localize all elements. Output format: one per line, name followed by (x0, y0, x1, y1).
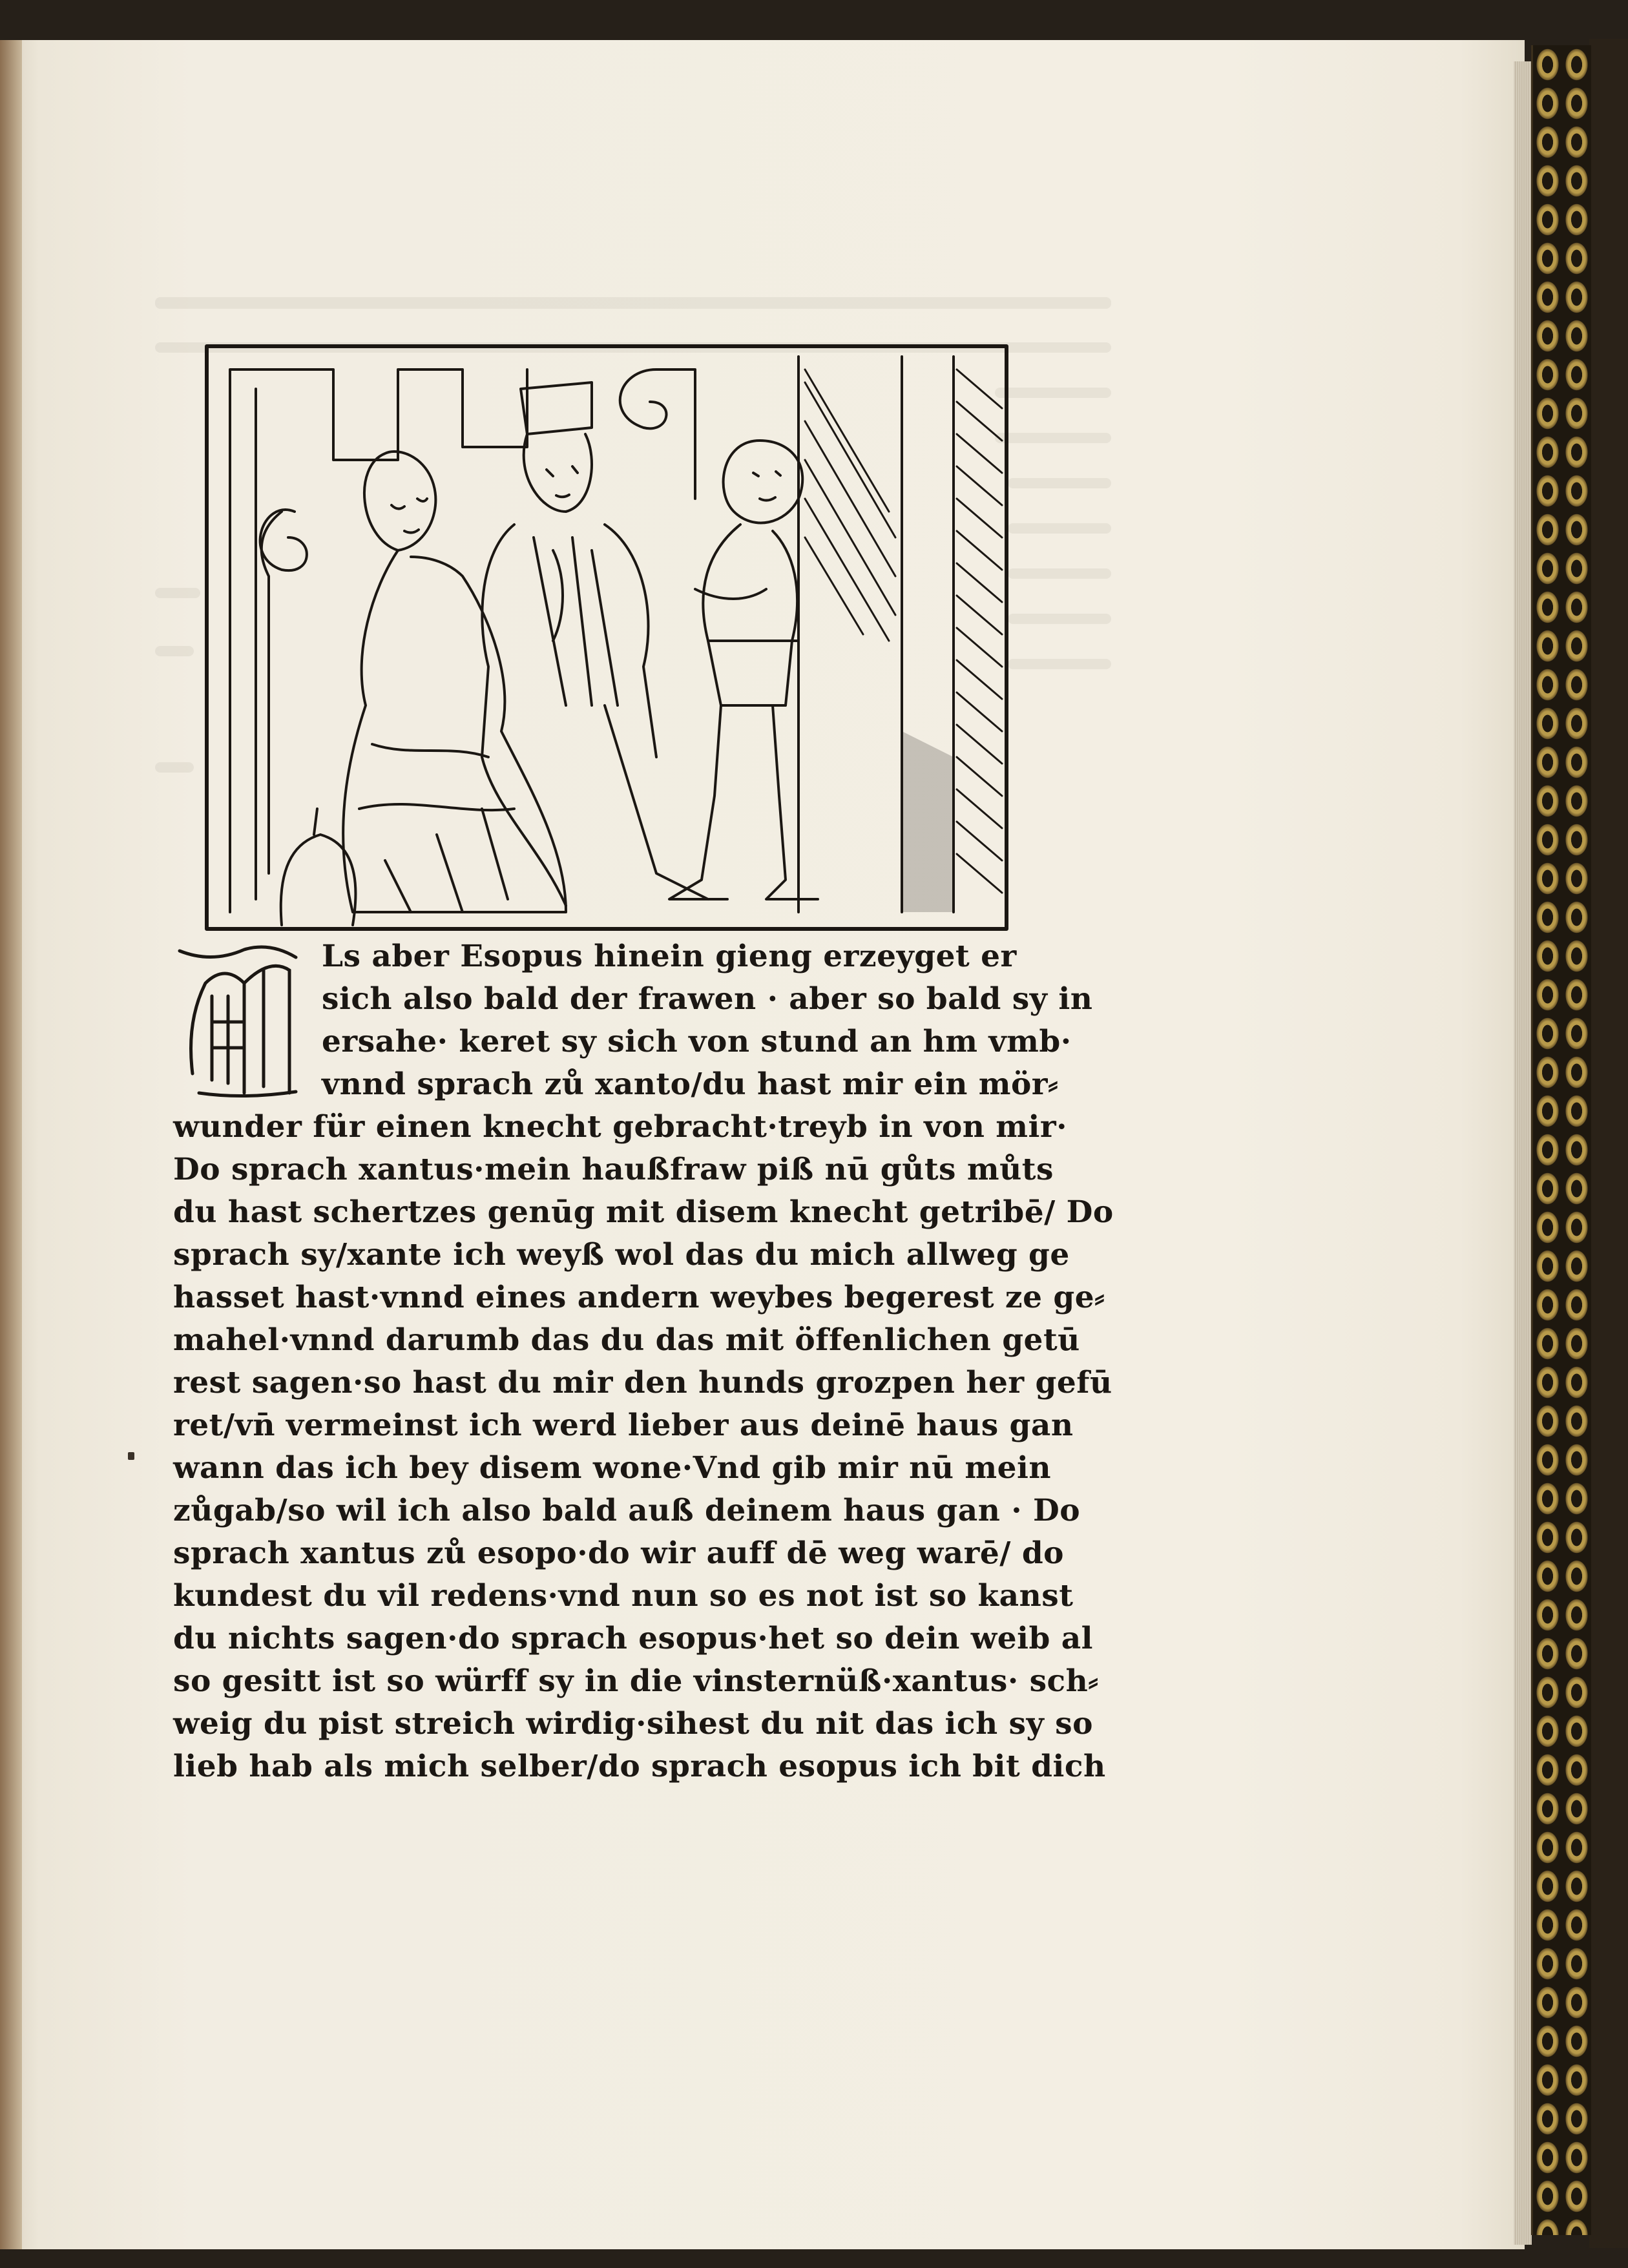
text-line: wann das ich bey disem wone·Vnd gib mir nū mein (173, 1450, 1052, 1486)
woodcut-illustration (204, 344, 1009, 931)
text-line: ret/vn̄ vermeinst ich werd lieber aus deinē haus gan (173, 1408, 1074, 1443)
text-line: du nichts sagen·do sprach esopus·het so dein weib al (173, 1621, 1094, 1656)
text-line: rest sagen·so hast du mir den hunds grozpen her gefū (173, 1365, 1112, 1400)
text-line: lieb hab als mich selber/do sprach esopus ich bit dich (173, 1749, 1106, 1784)
decorated-initial-icon (173, 944, 302, 1099)
text-block (173, 935, 1123, 1853)
text-line: mahel·vnnd darumb das du das mit öffenlichen getū (173, 1322, 1080, 1358)
text-line: ersahe· keret sy sich von stund an hm vmb· (322, 1024, 1072, 1059)
text-line: so gesitt ist so würff sy in die vinsternüß·xantus· sch⸗ (173, 1663, 1099, 1699)
text-line: sprach sy/xante ich weyß wol das du mich allweg ge (173, 1237, 1070, 1273)
gilt-binding (1531, 45, 1591, 2235)
text-line: Do sprach xantus·mein haußfraw piß nū gůts můts (173, 1152, 1054, 1187)
text-line: Ls aber Esopus hinein gieng erzeyget er (322, 939, 1017, 974)
left-gutter (0, 40, 22, 2249)
text-line: vnnd sprach zů xanto/du hast mir ein mör⸗ (322, 1066, 1059, 1102)
text-line: sich also bald der frawen · aber so bald sy in (322, 981, 1093, 1017)
text-line: kundest du vil redens·vnd nun so es not ist so kanst (173, 1578, 1074, 1614)
text-line: du hast schertzes genūg mit disem knecht getribē/ Do (173, 1194, 1114, 1230)
binding-edge (1589, 39, 1628, 2248)
text-line: weig du pist streich wirdig·sihest du nit das ich sy so (173, 1706, 1093, 1742)
text-line: hasset hast·vnnd eines andern weybes begerest ze ge⸗ (173, 1280, 1105, 1315)
page-edges (1514, 61, 1532, 2245)
ink-speck (128, 1452, 134, 1460)
text-line: zůgab/so wil ich also bald auß deinem haus gan · Do (173, 1493, 1081, 1528)
text-line: wunder für einen knecht gebracht·treyb in von mir· (173, 1109, 1067, 1145)
text-line: sprach xantus zů esopo·do wir auff dē weg warē/ do (173, 1535, 1065, 1571)
